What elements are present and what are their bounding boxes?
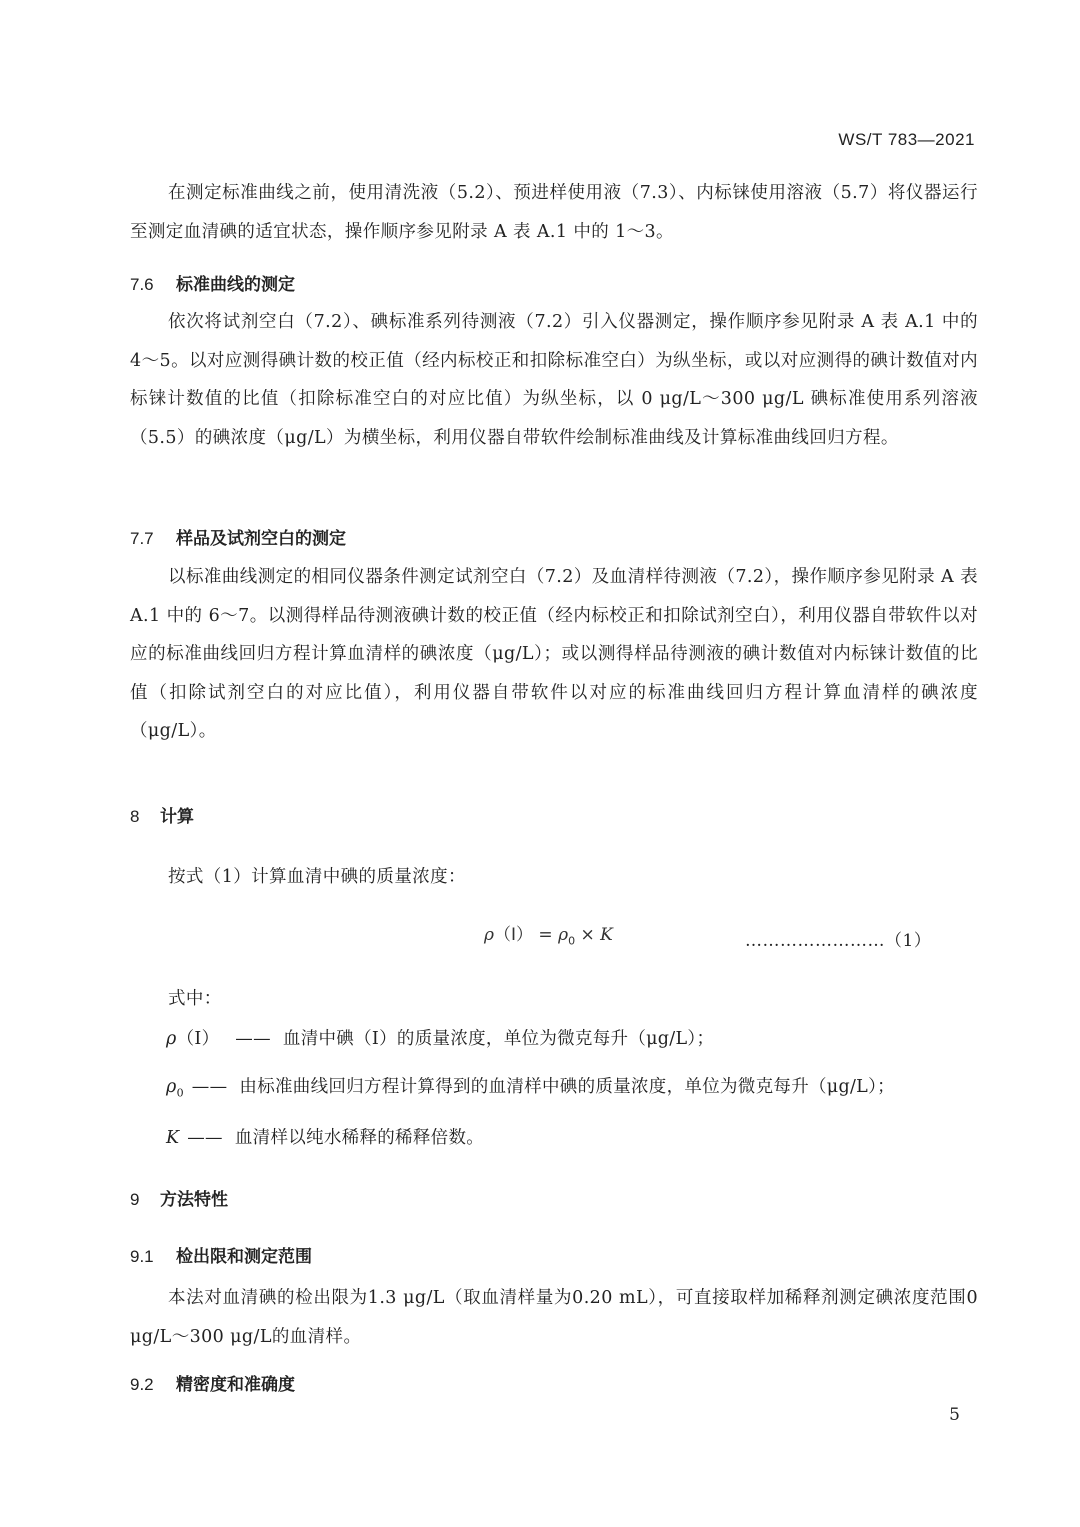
variable-description: 血清中碘（I）的质量浓度，单位为微克每升（μg/L）； (282, 1029, 715, 1049)
formula-factor: K (600, 925, 613, 945)
heading-9-1 (130, 1242, 312, 1267)
variable-description: 血清样以纯水稀释的稀释倍数。 (234, 1128, 485, 1148)
heading-number: 9 (130, 1190, 140, 1209)
variable-symbol: K (166, 1128, 180, 1148)
variable-dash: —— (191, 1077, 228, 1097)
variable-symbol: ρ（I） (166, 1029, 220, 1049)
heading-7-7 (130, 524, 346, 549)
heading-number: 8 (130, 807, 140, 826)
heading-9 (130, 1185, 228, 1210)
paragraph-9-1: 本法对血清碘的检出限为1.3 μg/L（取血清样量为0.20 mL），可直接取样加稀释剂测定碘浓度范围0 μg/L～300 μg/L的血清样。 (130, 1288, 978, 1347)
formula-times: × (580, 925, 595, 945)
formula-lhs-arg: （I） (494, 925, 534, 945)
variable-definition (166, 1025, 714, 1050)
heading-title: 方法特性 (160, 1190, 228, 1210)
formula-equals: = (538, 925, 553, 945)
variable-definition (166, 1073, 895, 1100)
variable-definition (166, 1124, 484, 1149)
variable-dash: —— (235, 1029, 271, 1049)
standard-code: WS/T 783—2021 (838, 130, 975, 149)
heading-number: 7.7 (130, 529, 154, 548)
heading-8 (130, 802, 194, 827)
heading-title: 样品及试剂空白的测定 (176, 529, 346, 549)
heading-number: 7.6 (130, 275, 154, 294)
variable-symbol: $\rho_0$ (166, 1077, 184, 1100)
formula-rhs-sub: 0 (568, 934, 576, 948)
heading-number: 9.2 (130, 1375, 154, 1394)
heading-number: 9.1 (130, 1247, 154, 1266)
heading-title: 计算 (160, 807, 194, 827)
where-label: 式中： (168, 989, 222, 1009)
formula-1 (484, 920, 613, 947)
formula-lhs-symbol: ρ (484, 925, 494, 945)
heading-title: 精密度和准确度 (176, 1375, 295, 1395)
variable-description: 由标准曲线回归方程计算得到的血清样中碘的质量浓度，单位为微克每升（μg/L）； (239, 1077, 895, 1097)
page-number: 5 (949, 1405, 960, 1425)
variable-dash: —— (187, 1128, 223, 1148)
heading-title: 标准曲线的测定 (176, 275, 295, 295)
heading-9-2 (130, 1370, 295, 1395)
calc-intro: 按式（1）计算血清中碘的质量浓度： (168, 867, 466, 887)
heading-title: 检出限和测定范围 (176, 1247, 312, 1267)
formula-rhs-symbol: ρ (558, 925, 569, 945)
paragraph-7-6: 依次将试剂空白（7.2）、碘标准系列待测液（7.2）引入仪器测定，操作顺序参见附录 A 表 A.1 中的 4～5。以对应测得碘计数的校正值（经内标校正和扣除标准空白）为纵坐标，或以对应测得的碘计数值对内标铼计数值的比值（扣除标准空白的对应比值）为纵坐标，以 0 μg/L～300 μg/L 碘标准使用系列溶液（5.5）的碘浓度（μg/L）为横坐标，利用仪器自带软件绘制标准曲线及计算标准曲线回归方程。 (130, 312, 978, 448)
paragraph-7-7: 以标准曲线测定的相同仪器条件测定试剂空白（7.2）及血清样待测液（7.2），操作顺序参见附录 A 表 A.1 中的 6～7。以测得样品待测液碘计数的校正值（经内标校正和扣除试剂空白），利用仪器自带软件以对应的标准曲线回归方程计算血清样的碘浓度（μg/L）；或以测得样品待测液的碘计数值对内标铼计数值的比值（扣除试剂空白的对应比值），利用仪器自带软件以对应的标准曲线回归方程计算血清样的碘浓度（μg/L）。 (130, 567, 978, 741)
paragraph-intro: 在测定标准曲线之前，使用清洗液（5.2）、预进样使用液（7.3）、内标铼使用溶液（5.7）将仪器运行至测定血清碘的适宜状态，操作顺序参见附录 A 表 A.1 中的 1～3。 (130, 183, 978, 242)
heading-7-6 (130, 270, 295, 295)
equation-number: ……………………（1） (745, 931, 932, 951)
